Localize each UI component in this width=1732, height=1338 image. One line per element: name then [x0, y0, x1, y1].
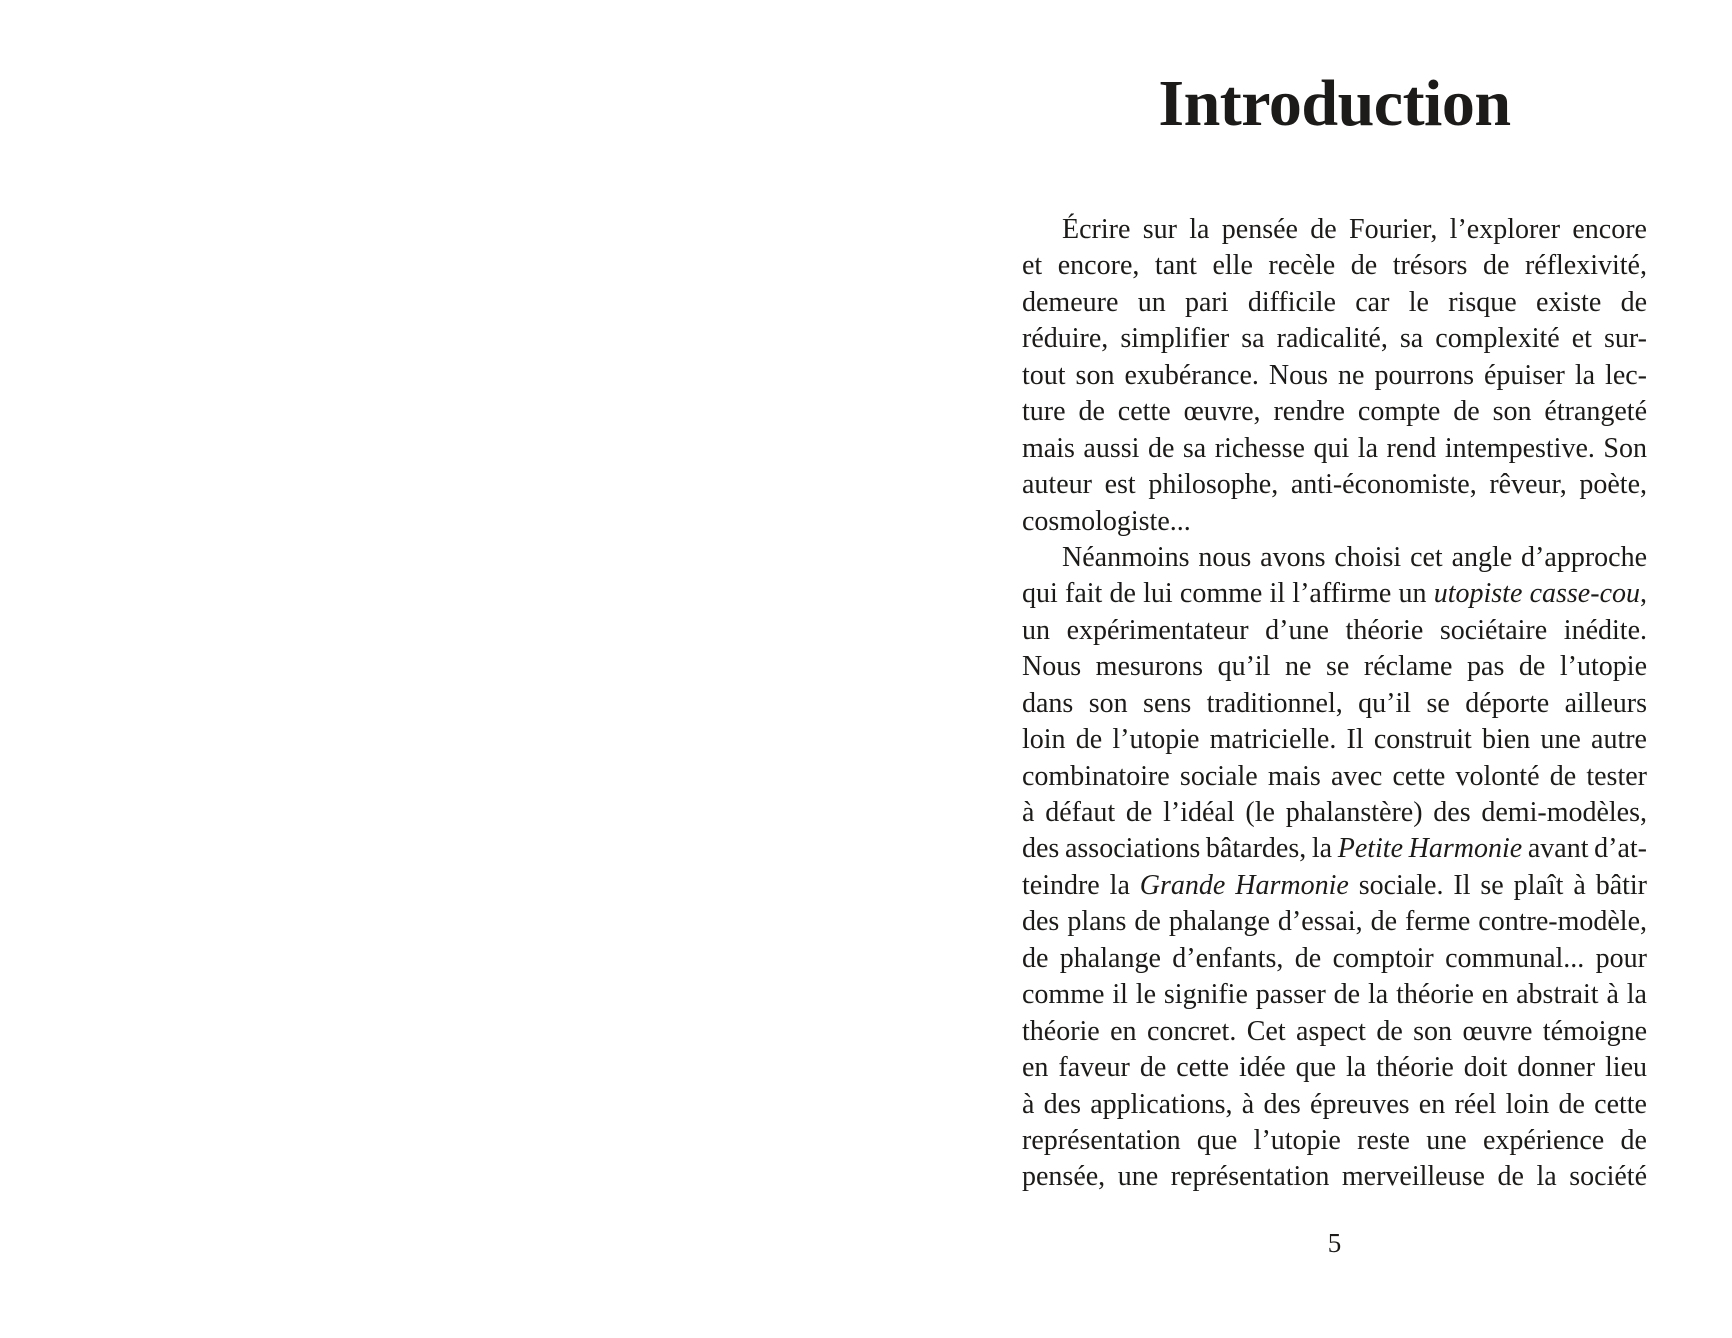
text-run: en faveur de cette idée que la théorie doit donner lieu: [1022, 1052, 1647, 1084]
text-run: un expérimentateur d’une théorie sociétaire inédite.: [1022, 614, 1647, 646]
text-line: [1022, 941, 1647, 977]
text-line: [1022, 394, 1647, 430]
italic-run: utopiste casse-cou: [1433, 578, 1640, 610]
text-run: à défaut de l’idéal (le phalanstère) des demi-modèles,: [1022, 797, 1647, 828]
text-run: ture de cette œuvre, rendre compte de son étrangeté: [1022, 396, 1647, 428]
text-line: [1022, 285, 1647, 321]
text-line: [1022, 212, 1647, 248]
text-line: [1022, 904, 1647, 940]
text-run: des associations bâtardes, la: [1022, 833, 1338, 865]
text-run: pensée, une représentation merveilleuse de la société: [1022, 1161, 1647, 1193]
text-run: demeure un pari difficile car le risque existe de: [1022, 286, 1647, 318]
text-line: [1022, 540, 1647, 576]
body-text: [1022, 212, 1647, 1196]
text-run: ,: [1640, 578, 1647, 610]
page-number: 5: [1327, 1228, 1342, 1258]
text-run: sociale. Il se plaît à bâtir: [1348, 869, 1648, 901]
text-run: représentation que l’utopie reste une expérience de: [1022, 1124, 1647, 1156]
text-line: [1022, 831, 1647, 867]
text-line: [1022, 722, 1647, 758]
text-run: Écrire sur la pensée de Fourier, l’explorer encore: [1062, 214, 1647, 245]
text-run: qui fait de lui comme il l’affirme un: [1022, 578, 1434, 610]
text-run: combinatoire sociale mais avec cette volonté de tester: [1022, 760, 1647, 792]
text-line: [1022, 1014, 1647, 1050]
text-line: [1022, 358, 1647, 394]
text-line: [1022, 977, 1647, 1013]
text-line: [1022, 613, 1647, 649]
italic-run: Grande Harmonie: [1139, 869, 1349, 901]
text-line: [1022, 1050, 1647, 1086]
italic-run: Petite Harmonie: [1337, 833, 1523, 865]
text-line: [1022, 321, 1647, 357]
text-run: réduire, simplifier sa radicalité, sa complexité et sur-: [1022, 323, 1647, 355]
text-line: [1022, 504, 1647, 540]
text-run: théorie en concret. Cet aspect de son œuvre témoigne: [1022, 1015, 1647, 1047]
text-line: [1022, 649, 1647, 685]
text-line: [1022, 868, 1647, 904]
text-run: à des applications, à des épreuves en réel loin de cette: [1022, 1088, 1647, 1120]
text-line: [1022, 576, 1647, 612]
text-line: [1022, 759, 1647, 795]
text-run: tout son exubérance. Nous ne pourrons épuiser la lec-: [1022, 359, 1647, 391]
text-run: Nous mesurons qu’il ne se réclame pas de l’utopie: [1022, 651, 1647, 683]
text-line: [1022, 1123, 1647, 1159]
text-line: [1022, 1159, 1647, 1195]
text-run: teindre la: [1022, 869, 1140, 901]
text-run: mais aussi de sa richesse qui la rend intempestive. Son: [1022, 432, 1647, 464]
text-line: [1022, 431, 1647, 467]
right-page: [866, 0, 1732, 1338]
text-run: cosmologiste...: [1022, 505, 1191, 537]
text-run: comme il le signifie passer de la théorie en abstrait à la: [1022, 979, 1647, 1011]
text-run: et encore, tant elle recèle de trésors de réflexivité,: [1022, 250, 1647, 282]
chapter-title: Introduction: [1158, 67, 1511, 140]
text-line: [1022, 795, 1647, 831]
text-run: auteur est philosophe, anti-économiste, rêveur, poète,: [1022, 469, 1647, 501]
text-line: [1022, 248, 1647, 284]
text-line: [1022, 1087, 1647, 1123]
text-run: dans son sens traditionnel, qu’il se déporte ailleurs: [1022, 687, 1647, 719]
text-run: des plans de phalange d’essai, de ferme contre-modèle,: [1022, 906, 1647, 938]
text-line: [1022, 467, 1647, 503]
text-run: Néanmoins nous avons choisi cet angle d’approche: [1062, 541, 1647, 573]
text-run: avant d’at-: [1522, 833, 1648, 865]
text-run: de phalange d’enfants, de comptoir communal... pour: [1022, 942, 1647, 974]
text-run: loin de l’utopie matricielle. Il construit bien une autre: [1022, 724, 1647, 756]
text-line: [1022, 686, 1647, 722]
